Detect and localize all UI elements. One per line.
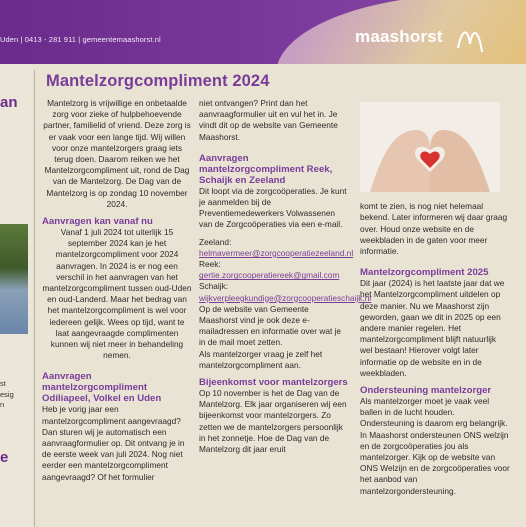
article-title: Mantelzorgcompliment 2024 xyxy=(46,72,270,90)
fragment-photo xyxy=(0,224,28,334)
fragment-heading-2: e xyxy=(0,449,9,466)
paragraph-continuation: niet ontvangen? Print dan het aanvraagformulier uit en vul het in. Je vindt dit op de website van Gemeente Maashorst. xyxy=(199,98,338,142)
heading-2025: Mantelzorgcompliment 2025 xyxy=(360,267,489,279)
fragment-text: st esig n xyxy=(0,379,14,409)
previous-article-fragment xyxy=(0,64,32,527)
column-divider xyxy=(34,70,35,527)
heading-odiliapeel: Aanvragen mantelzorgcompliment Odiliapeel, Volkel en Uden xyxy=(42,371,162,405)
email-link-schaijk[interactable]: wijkverpleegkundige@zorgcooperatieschaijk.nl xyxy=(199,292,372,303)
header-contact: Uden | 0413 - 281 911 | gemeentemaashorst.nl xyxy=(0,35,161,44)
paragraph-aanvragen: Vanaf 1 juli 2024 tot uiterlijk 15 september 2024 kan je het mantelzorgcompliment voor 2024 aanvragen. In 2024 is er nog een verschil in het aanvragen van het mantelzorgcompliment tussen oud-Uden en oud-Landerd. Maar het bedrag van het mantelzorgcompliment is wel voor iedereen gelijk. Wees op tijd, want te laat aangevraagde complimenten kunnen wij niet meer in behandeling nemen. xyxy=(42,227,192,361)
paragraph-ondersteuning: Als mantelzorger moet je vaak veel ballen in de lucht houden. Ondersteuning is daarom erg belangrijk. In Maashorst ondersteunen ONS welzijn en de zorgcoöperaties jou als mantelzorger. Kijk op de website van ONS Welzijn en de zorgcoöperaties voor het aanbod van mantelzorgondersteuning. xyxy=(360,396,510,496)
contact-zeeland xyxy=(199,236,354,259)
heading-aanvragen: Aanvragen kan vanaf nu xyxy=(42,216,153,228)
heading-bijeenkomst: Bijeenkomst voor mantelzorgers xyxy=(199,377,348,389)
paragraph-odiliapeel: Heb je vorig jaar een mantelzorgcompliment aangevraagd? Dan sturen wij je automatisch een aanvraagformulier op. Dit ontvang je in de eerste week van juli 2024. Nog niet eerder een mantelzorgcompliment aangevraagd? Of het formulier xyxy=(42,404,185,482)
brand-logo-text: maashorst xyxy=(355,27,443,46)
contact-schaijk xyxy=(199,281,372,303)
fragment-heading: an xyxy=(0,94,18,111)
paragraph-website: Op de website van Gemeente Maashorst vind je ook deze e-mailadressen en informatie over wat je in de mail moet zetten. xyxy=(199,303,342,348)
brand-logo-icon xyxy=(452,18,492,58)
paragraph-continuation-3: komt te zien, is nog niet helemaal bekend. Later informeren wij daar graag over. Houd onze website en de weekbladen in de gaten voor meer informatie. xyxy=(360,201,508,257)
column-2 xyxy=(199,98,372,455)
contact-schaijk-label: Schaijk: xyxy=(199,281,229,292)
paragraph-bijeenkomst: Op 10 november is het de Dag van de Mantelzorg. Elk jaar organiseren wij een bijeenkomst voor mantelzorgers. Zo zetten we de mantelzorgers persoonlijk in het zonnetje. Hoe de Dag van de Mantelzorg dit jaar eruit xyxy=(199,388,347,455)
contact-reek xyxy=(199,259,349,281)
heading-ondersteuning: Ondersteuning mantelzorger xyxy=(360,385,492,397)
heading-reek: Aanvragen mantelzorgcompliment Reek, Schaijk en Zeeland xyxy=(199,152,333,186)
intro-paragraph: Mantelzorg is vrijwillige en onbetaalde zorg voor zieke of hulpbehoevende partner, familielid of vriend. Deze zorg is er vaak voor een lange tijd. Wij willen voor onze mantelzorgers graag iets terug doen. Daarom reiken we het Mantelzorgcompliment uit, rond de Dag van de Mantelzorg. De Dag van de Mantelzorg is op zondag 10 november 2024. xyxy=(43,98,191,209)
email-link-reek[interactable]: gertie.zorgcooperatiereek@gmail.com xyxy=(199,270,340,281)
paragraph-2025: Dit jaar (2024) is het laatste jaar dat we het Mantelzorgcompliment uitdelen op deze manier. Nu we Maashorst zijn geworden, gaan we dit in 2025 op een andere manier regelen. Het mantelzorgcompliment blijft natuurlijk wel bestaan! Hierover volgt later informatie op de website en in de weekbladen. xyxy=(360,278,505,378)
article xyxy=(42,70,526,527)
paragraph-vraag: Als mantelzorger vraag je zelf het mantelzorgcompliment aan. xyxy=(199,348,323,370)
hands-heart-icon xyxy=(360,102,500,192)
contact-reek-label: Reek: xyxy=(199,259,221,270)
page-header xyxy=(0,0,526,64)
email-link-zeeland[interactable]: helmavermeer@zorgcooperatiezeeland.nl xyxy=(199,247,354,258)
contact-zeeland-label: Zeeland: xyxy=(199,236,232,247)
column-1 xyxy=(42,98,192,483)
column-3 xyxy=(360,98,510,497)
paragraph-reek: Dit loopt via de zorgcoöperaties. Je kunt je aanmelden bij de Preventiemedewerkers Volwassenen van de Zorgcoöperaties via een e-mail. xyxy=(199,185,347,230)
